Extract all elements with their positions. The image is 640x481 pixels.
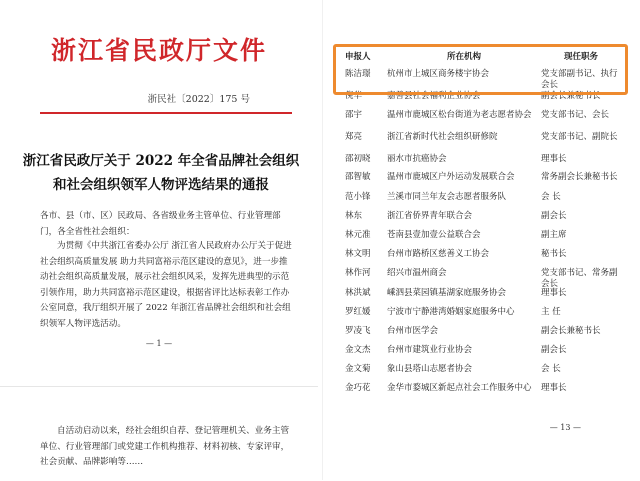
table-row — [341, 324, 623, 343]
cell-name: 林作河 — [345, 268, 371, 278]
cell-position: 副会长兼秘书长 — [541, 91, 601, 101]
cell-position: 党支部书记、副院长 — [541, 132, 618, 142]
cell-org: 台州市路桥区慈善义工协会 — [387, 249, 490, 259]
cell-position: 副会长兼秘书长 — [541, 326, 601, 336]
recipients-paragraph: 各市、县（市、区）民政局、各省级业务主管单位、行业管理部门，各全省性社会组织： — [40, 211, 281, 237]
cell-org: 嘉善县社会福利企业协会 — [387, 91, 481, 101]
cell-position: 理事长 — [541, 383, 567, 393]
table-row — [341, 343, 623, 362]
table-row — [341, 247, 623, 266]
cell-position: 理事长 — [541, 288, 567, 298]
cell-position: 理事长 — [541, 154, 567, 164]
cell-position: 副主席 — [541, 230, 567, 240]
cell-name: 金巧花 — [345, 383, 371, 393]
cell-org: 浙江省新时代社会组织研修院 — [387, 132, 498, 142]
awardee-table — [341, 48, 623, 401]
cell-position: 主 任 — [541, 307, 561, 317]
cell-org: 绍兴市温州商会 — [387, 268, 447, 278]
cell-org: 象山县塔山志愿者协会 — [387, 364, 473, 374]
cell-name: 罗红媛 — [345, 307, 371, 317]
cell-org: 杭州市上城区商务楼宇协会 — [387, 69, 490, 79]
notice-title-line-2: 和社会组织领军人物评选结果的通报 — [53, 177, 269, 193]
document-header-title: 浙江省民政厅文件 — [50, 36, 267, 65]
cell-position: 党支部书记、会长 — [541, 110, 610, 120]
table-row — [341, 130, 623, 152]
cell-org: 苍南县壹加壹公益联合会 — [387, 230, 481, 240]
cell-name: 林文明 — [345, 249, 371, 259]
table-row — [341, 108, 623, 130]
table-row — [341, 67, 623, 89]
page-number: — 1 — — [145, 339, 173, 348]
cell-org: 宁波市宁静港湾婚姻家庭服务中心 — [387, 307, 515, 317]
cell-org: 兰溪市同兰年友会志愿者服务队 — [387, 192, 507, 202]
cell-name: 范小锋 — [345, 192, 371, 202]
table-row — [341, 266, 623, 289]
cell-name: 邵宇 — [345, 110, 363, 120]
cell-name: 金文菊 — [345, 364, 371, 374]
cell-name: 倪华 — [345, 91, 363, 101]
cell-name: 陈洁璟 — [345, 69, 371, 79]
cell-position: 副会长 — [541, 211, 567, 221]
cell-org: 浙江省侨界青年联合会 — [387, 211, 473, 221]
table-row — [341, 190, 623, 209]
table-row — [341, 152, 623, 170]
page-number-right: — 13 — — [549, 423, 581, 432]
cell-name: 郑亮 — [345, 132, 363, 142]
table-row — [341, 362, 623, 381]
table-row — [341, 209, 623, 228]
document-page-1 — [0, 0, 318, 378]
header-name: 申报人 — [345, 52, 371, 62]
document-page-2 — [0, 386, 318, 481]
cell-name: 林元准 — [345, 230, 371, 240]
cell-name: 林东 — [345, 211, 363, 221]
cell-org: 金华市婺城区新起点社会工作服务中心 — [387, 383, 532, 393]
header-position: 现任职务 — [563, 52, 598, 62]
cell-position: 党支部副书记、执行会长 — [541, 69, 618, 90]
cell-org: 丽水市抗癌协会 — [387, 154, 447, 164]
cell-org: 台州市建筑业行业协会 — [387, 345, 473, 355]
cell-org: 嵊泗县菜园镇基湖家庭服务协会 — [387, 288, 507, 298]
cell-name: 金文杰 — [345, 345, 371, 355]
cell-position: 党支部书记、常务副会长 — [541, 268, 618, 289]
table-header-row — [341, 48, 623, 67]
cell-position: 常务副会长兼秘书长 — [541, 172, 618, 182]
cell-position: 秘书长 — [541, 249, 567, 259]
cell-name: 邵初晓 — [345, 154, 371, 164]
notice-title-line-1: 浙江省民政厅关于 2022 年全省品牌社会组织 — [22, 153, 300, 169]
cell-position: 会 长 — [541, 192, 561, 202]
table-row — [341, 89, 623, 108]
red-divider-line — [40, 112, 292, 114]
notice-title — [20, 149, 302, 197]
header-org: 所在机构 — [446, 52, 481, 62]
table-row — [341, 381, 623, 401]
cell-position: 副会长 — [541, 345, 567, 355]
cell-position: 会 长 — [541, 364, 561, 374]
document-number: 浙民社〔2022〕175 号 — [147, 94, 250, 105]
document-page-13 — [322, 0, 640, 480]
cell-org: 温州市鹿城区户外运动发展联合会 — [387, 172, 515, 182]
table-row — [341, 305, 623, 324]
table-row — [341, 170, 623, 190]
table-row — [341, 286, 623, 305]
body-paragraph: 为贯彻《中共浙江省委办公厅 浙江省人民政府办公厅关于促进社会组织高质量发展 助力共同富裕示范区建设的意见》，进一步推动社会组织高质量发展，展示社会组织风采，发挥先进典型的示范引领作用，助力共同富裕示范区建设，根据省评比达标表彰工作办公室同意，我厅组织开展了 2022 年浙江省品牌社会组织和社会组织领军人物评选活动。 — [40, 241, 292, 329]
body-paragraph-continued: 自活动启动以来，经社会组织自荐、登记管理机关、业务主管单位、行业管理部门或党建工作机构推荐、材料初核、专家评审，社会贡献、品牌影响等…… — [40, 426, 290, 467]
cell-name: 邵智敏 — [345, 172, 371, 182]
cell-org: 温州市鹿城区松台街道为老志愿者协会 — [387, 110, 532, 120]
cell-name: 罗凌飞 — [345, 326, 371, 336]
table-row — [341, 228, 623, 247]
cell-org: 台州市医学会 — [387, 326, 439, 336]
cell-name: 林洪斌 — [345, 288, 371, 298]
